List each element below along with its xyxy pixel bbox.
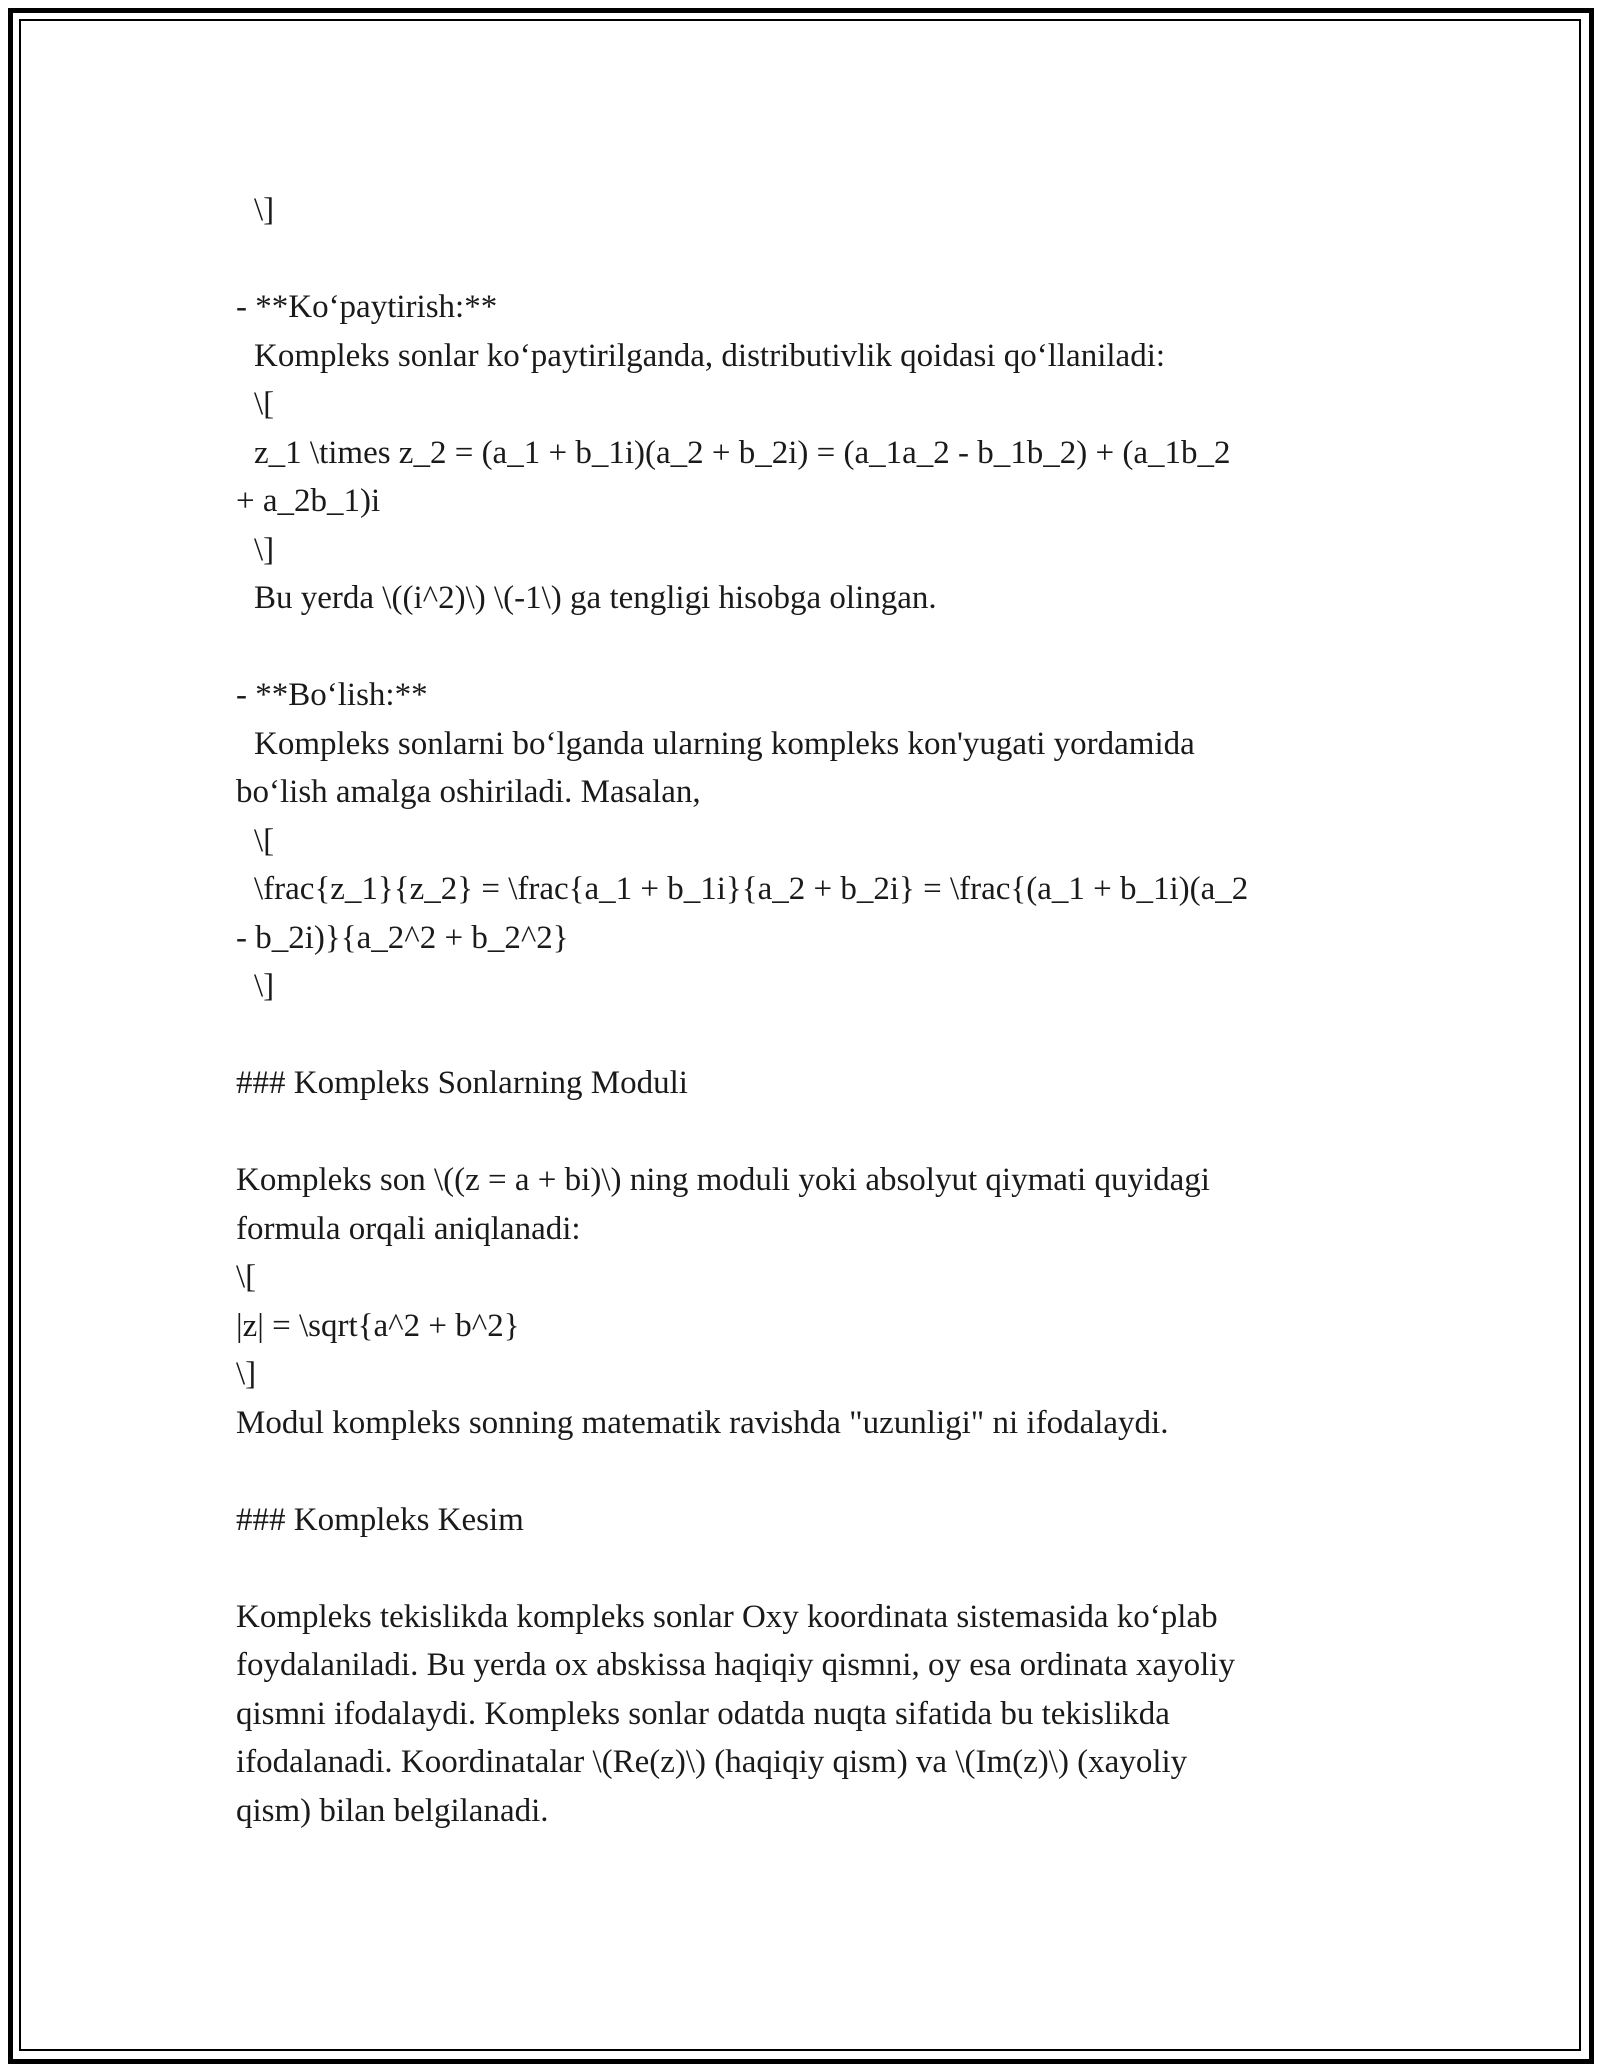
text-line: Modul kompleks sonning matematik ravishda "uzunligi" ni ifodalaydi. xyxy=(236,1404,1169,1441)
text-line: foydalaniladi. Bu yerda ox abskissa haqiqiy qismni, oy esa ordinata xayoliy xyxy=(236,1647,1235,1683)
text-line: Kompleks son \((z = a + bi)\) ning moduli yoki absolyut qiymati quyidagi xyxy=(236,1162,1210,1198)
text-line: Kompleks tekislikda kompleks sonlar Oxy koordinata sistemasida ko‘plab xyxy=(236,1598,1218,1635)
formula-line: z_1 \times z_2 = (a_1 + b_1i)(a_2 + b_2i) = (a_1a_2 - b_1b_2) + (a_1b_2 xyxy=(254,434,1231,471)
text-line: \[ xyxy=(254,822,275,859)
text-line: \] xyxy=(254,968,275,1004)
text-line: Bu yerda \((i^2)\) \(-1\) ga tengligi hisobga olingan. xyxy=(254,580,937,616)
list-item-heading: - **Ko‘paytirish:** xyxy=(236,289,498,325)
text-line: qism) bilan belgilanadi. xyxy=(236,1792,549,1829)
text-line: Kompleks sonlarni bo‘lganda ularning kompleks kon'yugati yordamida xyxy=(254,725,1195,762)
section-heading: ### Kompleks Kesim xyxy=(236,1501,524,1538)
text-line: \] xyxy=(236,1356,257,1392)
text-line: qismni ifodalaydi. Kompleks sonlar odatda nuqta sifatida bu tekislikda xyxy=(236,1695,1170,1732)
formula-line: + a_2b_1)i xyxy=(236,483,381,519)
formula-line: |z| = \sqrt{a^2 + b^2} xyxy=(236,1307,520,1344)
formula-line: - b_2i)}{a_2^2 + b_2^2} xyxy=(236,919,569,956)
text-line: \[ xyxy=(236,1259,257,1295)
blank-line xyxy=(236,1011,1366,1060)
text-line: \] xyxy=(254,192,275,228)
document-body xyxy=(236,186,1366,1835)
text-line: ifodalanadi. Koordinatalar \(Re(z)\) (haqiqiy qism) va \(Im(z)\) (xayoliy xyxy=(236,1744,1188,1780)
blank-line xyxy=(236,1108,1366,1157)
text-line: formula orqali aniqlanadi: xyxy=(236,1210,581,1247)
blank-line xyxy=(236,235,1366,284)
text-line: \[ xyxy=(254,386,275,422)
blank-line xyxy=(236,623,1366,672)
text-line: \] xyxy=(254,531,275,568)
text-line: Kompleks sonlar ko‘paytirilganda, distributivlik qoidasi qo‘llaniladi: xyxy=(254,337,1166,374)
list-item-heading: - **Bo‘lish:** xyxy=(236,677,428,713)
text-line: bo‘lish amalga oshiriladi. Masalan, xyxy=(236,774,701,810)
blank-line xyxy=(236,1447,1366,1496)
section-heading: ### Kompleks Sonlarning Moduli xyxy=(236,1065,688,1101)
blank-line xyxy=(236,1544,1366,1593)
formula-line: \frac{z_1}{z_2} = \frac{a_1 + b_1i}{a_2 + b_2i} = \frac{(a_1 + b_1i)(a_2 xyxy=(254,871,1249,907)
